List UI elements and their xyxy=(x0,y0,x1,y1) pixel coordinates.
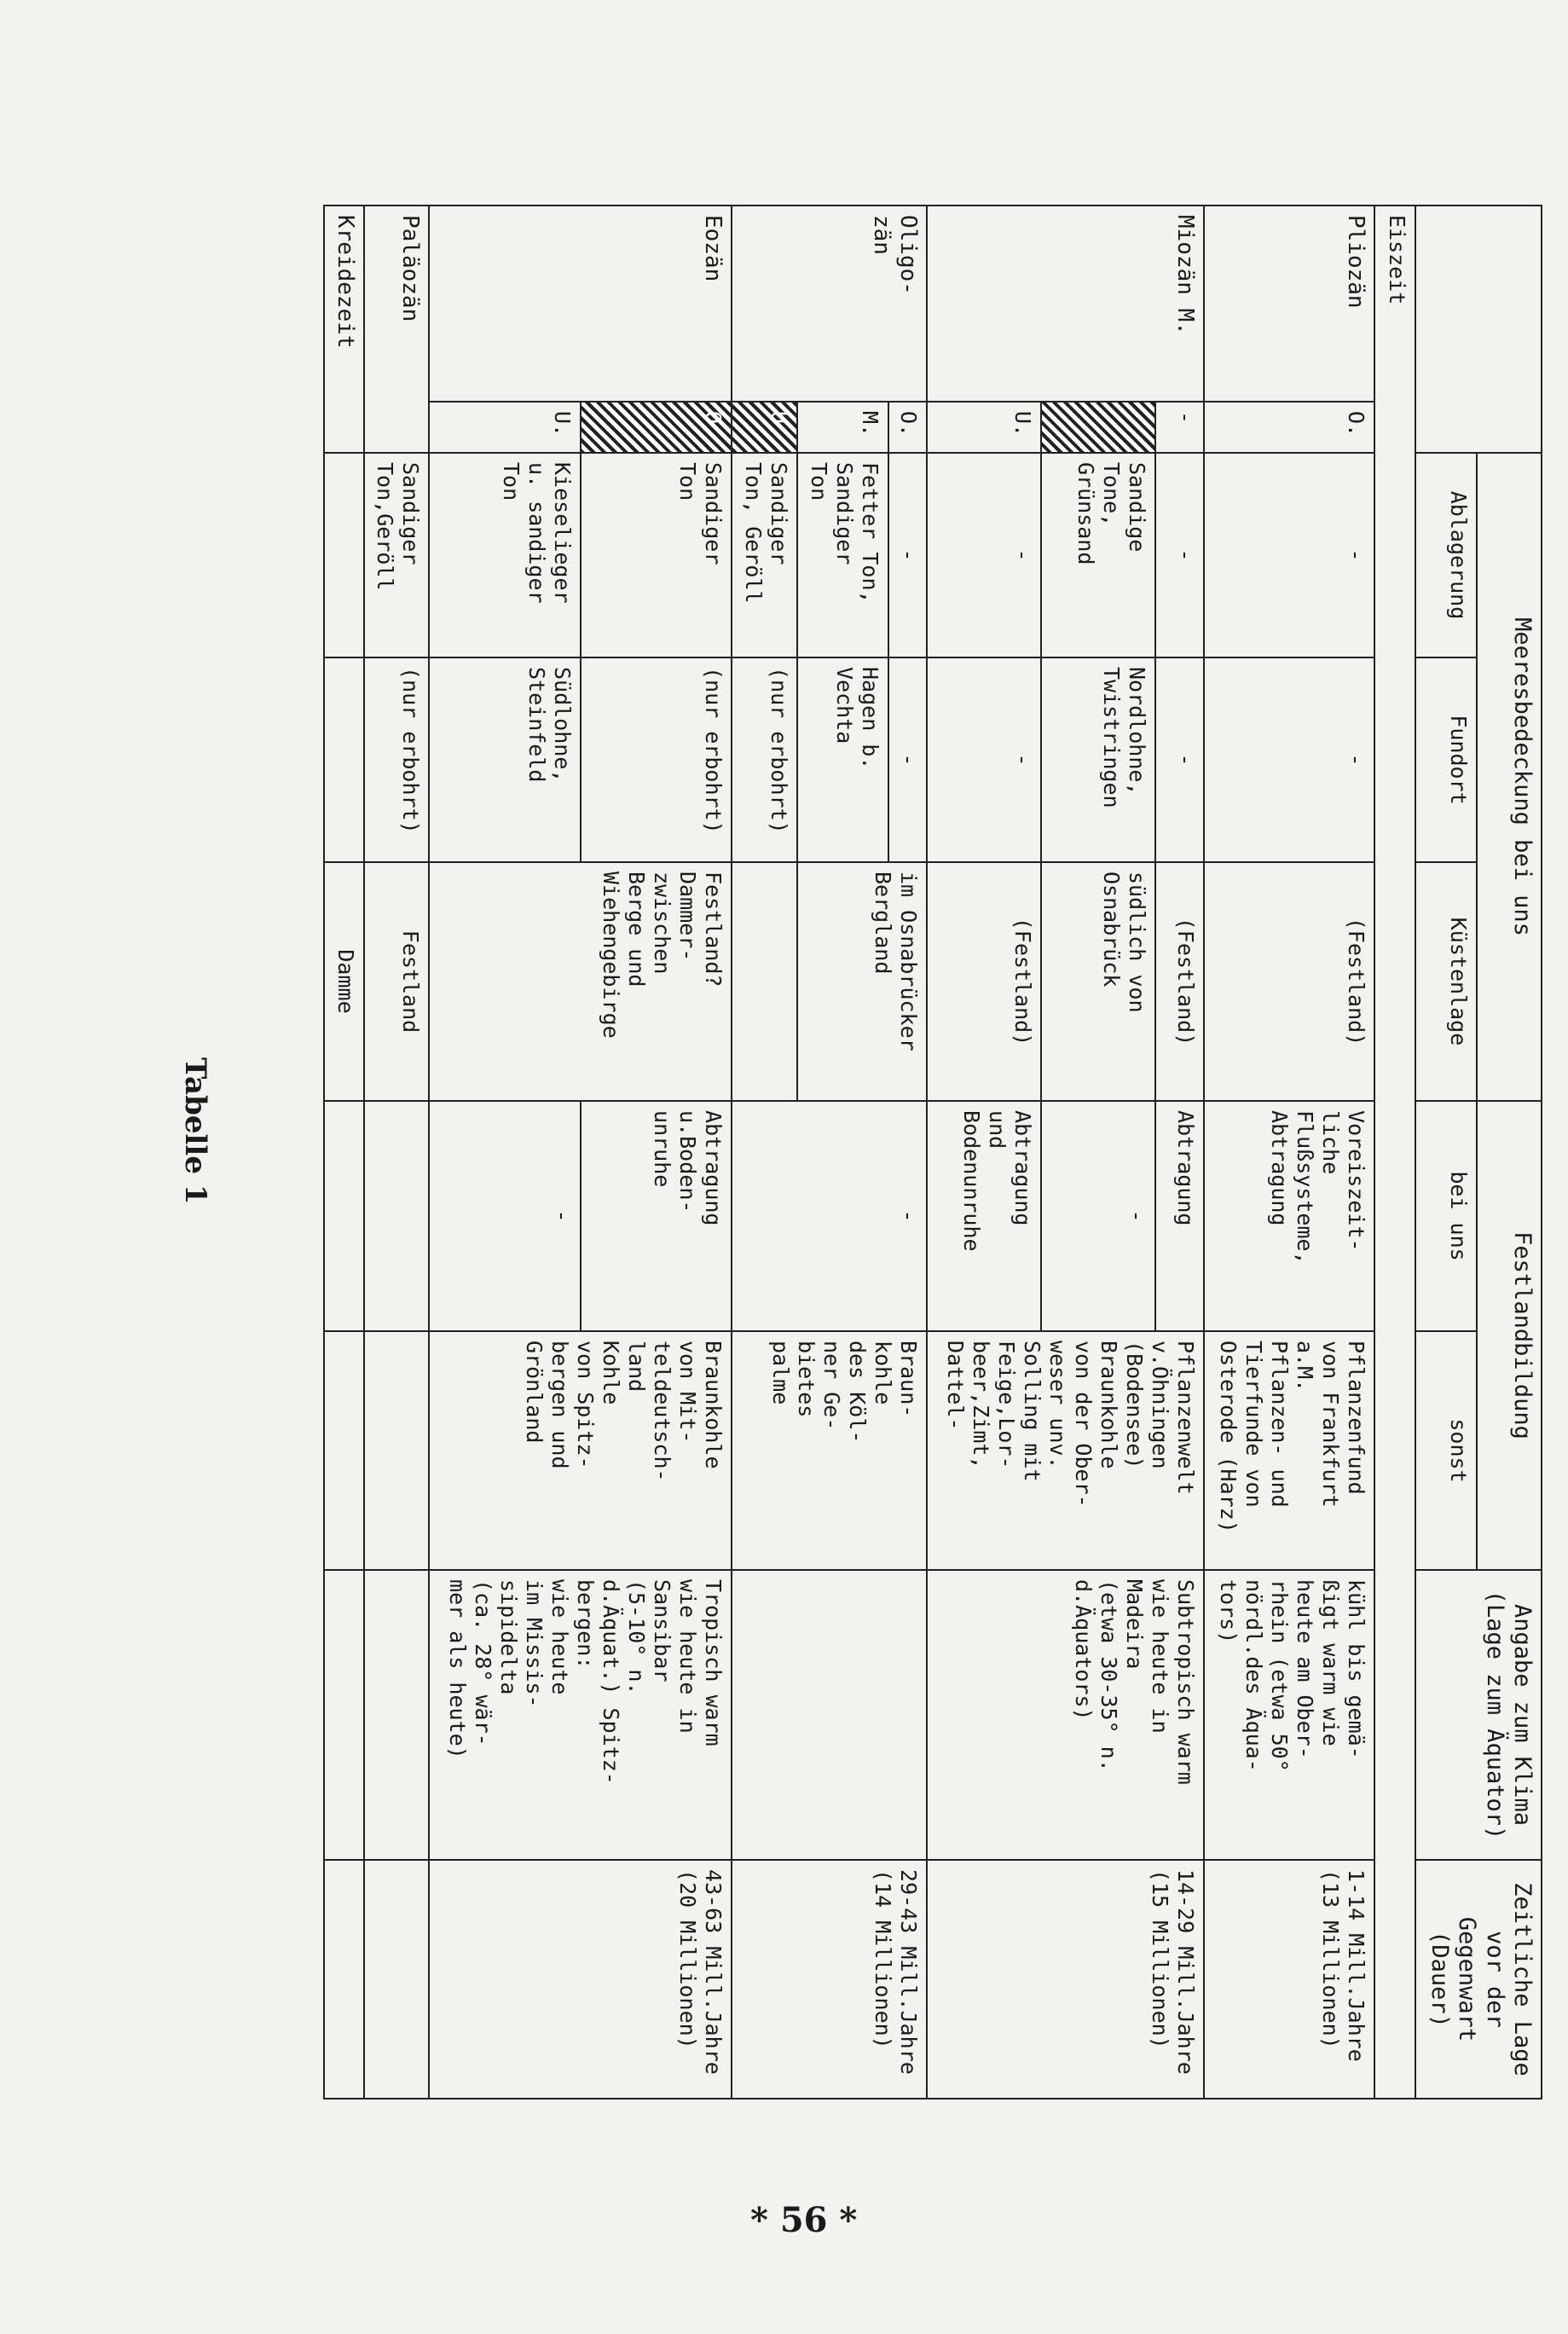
kreide-fundort xyxy=(324,657,364,862)
palaeozaen-fundort: (nur erbohrt) xyxy=(364,657,429,862)
eozaen-zeit: 43-63 Mill.Jahre (20 Millionen) xyxy=(429,1860,732,2099)
oligozaen-ablagerung-m: Fetter Ton, Sandiger Ton xyxy=(797,453,888,657)
eozaen-sonst: Braunkohle von Mit- teldeutsch- land Kohle von Spitz- bergen und Grönland xyxy=(429,1331,732,1570)
kreide-sonst xyxy=(324,1331,364,1570)
palaeozaen-sonst xyxy=(364,1331,429,1570)
row-pliozaen xyxy=(1204,206,1374,2099)
miozaen-sonst: Pflanzenwelt v.Öhningen (Bodensee) Braunkohle von der Ober- weser unv. Solling mit Feige,Lor- beer,Zimt, Dattel- xyxy=(927,1331,1203,1570)
header-meeresbedeckung: Meeresbedeckung bei uns xyxy=(1477,453,1542,1101)
eozaen-ablagerung-o: Sandiger Ton xyxy=(581,453,732,657)
miozaen-sub-o: - xyxy=(1155,402,1204,453)
geology-table xyxy=(323,205,1542,2099)
miozaen-fundort-u: - xyxy=(927,657,1041,862)
miozaen-ablagerung-o: - xyxy=(1155,453,1204,657)
pliozaen-sub: O. xyxy=(1204,402,1374,453)
miozaen-fundort-o: - xyxy=(1155,657,1204,862)
miozaen-hatch xyxy=(1041,402,1155,453)
header-period xyxy=(1415,206,1542,453)
header-row-1 xyxy=(1477,206,1542,2099)
palaeozaen-bei-uns xyxy=(364,1101,429,1331)
row-kreide xyxy=(324,206,364,2099)
eozaen-klima: Tropisch warm wie heute in Sansibar (5-10° n. d.Äquat.) Spitz- bergen: wie heute im Missis- sipidelta (ca. 28° wär- mer als heute) xyxy=(429,1570,732,1860)
palaeozaen-ablagerung: Sandiger Ton,Geröll xyxy=(364,453,429,657)
kreide-label: Kreidezeit xyxy=(324,206,364,453)
oligozaen-fundort-u: (nur erbohrt) xyxy=(732,657,796,862)
eiszeit-label: Eiszeit xyxy=(1374,206,1415,2099)
pliozaen-label: Pliozän xyxy=(1204,206,1374,402)
kreide-klima xyxy=(324,1570,364,1860)
oligozaen-sonst: Braun- kohle des Köl- ner Ge- bietes palme xyxy=(732,1331,927,1570)
oligozaen-ablagerung-o: - xyxy=(888,453,927,657)
row-eiszeit xyxy=(1374,206,1415,2099)
palaeozaen-label: Paläozän xyxy=(364,206,429,453)
miozaen-kueste-u: (Festland) xyxy=(927,862,1041,1101)
oligozaen-kueste-m: im Osnabrücker Bergland xyxy=(797,862,928,1101)
row-eozaen-o xyxy=(581,206,732,2099)
miozaen-bei-uns-o: Abtragung xyxy=(1155,1101,1204,1331)
header-zeit: Zeitliche Lage vor der Gegenwart (Dauer) xyxy=(1415,1860,1542,2099)
miozaen-klima: Subtropisch warm wie heute in Madeira (etwa 30-35° n. d.Äquators) xyxy=(927,1570,1203,1860)
kreide-kueste: Damme xyxy=(324,862,364,1101)
oligozaen-klima xyxy=(732,1570,927,1860)
miozaen-zeit: 14-29 Mill.Jahre (15 Millionen) xyxy=(927,1860,1203,2099)
header-ablagerung: Ablagerung xyxy=(1415,453,1477,657)
eozaen-bei-uns-u: - xyxy=(429,1101,581,1331)
header-sonst: sonst xyxy=(1415,1331,1477,1570)
eozaen-bei-uns-o: Abtragung u.Boden- unruhe xyxy=(581,1101,732,1331)
miozaen-kueste-m: südlich von Osnabrück xyxy=(1041,862,1155,1101)
table-caption: Tabelle 1 xyxy=(178,1057,212,1205)
kreide-ablagerung xyxy=(324,453,364,657)
row-oligozaen-o xyxy=(888,206,927,2099)
eozaen-label: Eozän xyxy=(429,206,732,402)
eozaen-fundort-u: Südlohne, Steinfeld xyxy=(429,657,581,862)
eozaen-fundort-o: (nur erbohrt) xyxy=(581,657,732,862)
oligozaen-sub-o: O. xyxy=(888,402,927,453)
row-miozaen-o xyxy=(1155,206,1204,2099)
kreide-bei-uns xyxy=(324,1101,364,1331)
pliozaen-bei-uns: Voreiszeit- liche Flußsysteme, Abtragung xyxy=(1204,1101,1374,1331)
eozaen-sub-u: U. xyxy=(429,402,581,453)
miozaen-label: Miozän M. xyxy=(927,206,1203,402)
oligozaen-fundort-o: - xyxy=(888,657,927,862)
header-festlandbildung: Festlandbildung xyxy=(1477,1101,1542,1570)
miozaen-kueste-o: (Festland) xyxy=(1155,862,1204,1101)
pliozaen-fundort: - xyxy=(1204,657,1374,862)
oligozaen-hatch: U. xyxy=(732,402,796,453)
pliozaen-sonst: Pflanzenfund von Frankfurt a.M. Pflanzen- und Tierfunde von Osterode (Harz) xyxy=(1204,1331,1374,1570)
miozaen-sub-u: U. xyxy=(927,402,1041,453)
palaeozaen-klima xyxy=(364,1570,429,1860)
oligozaen-fundort-m: Hagen b. Vechta xyxy=(797,657,888,862)
oligozaen-label: Oligo- zän xyxy=(732,206,927,402)
eozaen-kueste-o: Festland? Dammer- zwischen Berge und Wiehengebirge xyxy=(429,862,732,1101)
header-bei-uns: bei uns xyxy=(1415,1101,1477,1331)
oligozaen-zeit: 29-43 Mill.Jahre (14 Millionen) xyxy=(732,1860,927,2099)
header-fundort: Fundort xyxy=(1415,657,1477,862)
oligozaen-bei-uns: - xyxy=(732,1101,927,1331)
row-palaeozaen xyxy=(364,206,429,2099)
pliozaen-ablagerung: - xyxy=(1204,453,1374,657)
kreide-zeit xyxy=(324,1860,364,2099)
page-number: * 56 * xyxy=(750,2200,858,2240)
palaeozaen-kueste: Festland xyxy=(364,862,429,1101)
oligozaen-ablagerung-u: Sandiger Ton, Geröll xyxy=(732,453,796,657)
oligozaen-sub-m: M. xyxy=(797,402,888,453)
palaeozaen-zeit xyxy=(364,1860,429,2099)
oligozaen-kueste-u xyxy=(732,862,796,1101)
pliozaen-zeit: 1-14 Mill.Jahre (13 Millionen) xyxy=(1204,1860,1374,2099)
eozaen-sub-o: O. xyxy=(581,402,732,453)
miozaen-fundort-m: Nordlohne, Twistringen xyxy=(1041,657,1155,862)
eozaen-ablagerung-u: Kieselieger u. sandiger Ton xyxy=(429,453,581,657)
miozaen-ablagerung-u: - xyxy=(927,453,1041,657)
miozaen-bei-uns-u: Abtragung und Bodenunruhe xyxy=(927,1101,1041,1331)
pliozaen-kueste: (Festland) xyxy=(1204,862,1374,1101)
header-klima: Angabe zum Klima (Lage zum Äquator) xyxy=(1415,1570,1542,1860)
pliozaen-klima: kühl bis gemä- ßigt warm wie heute am Ober- rhein (etwa 50° nördl.des Äqua- tors) xyxy=(1204,1570,1374,1860)
header-kuestenlage: Küstenlage xyxy=(1415,862,1477,1101)
miozaen-bei-uns-m: - xyxy=(1041,1101,1155,1331)
miozaen-ablagerung-m: Sandige Tone, Grünsand xyxy=(1041,453,1155,657)
